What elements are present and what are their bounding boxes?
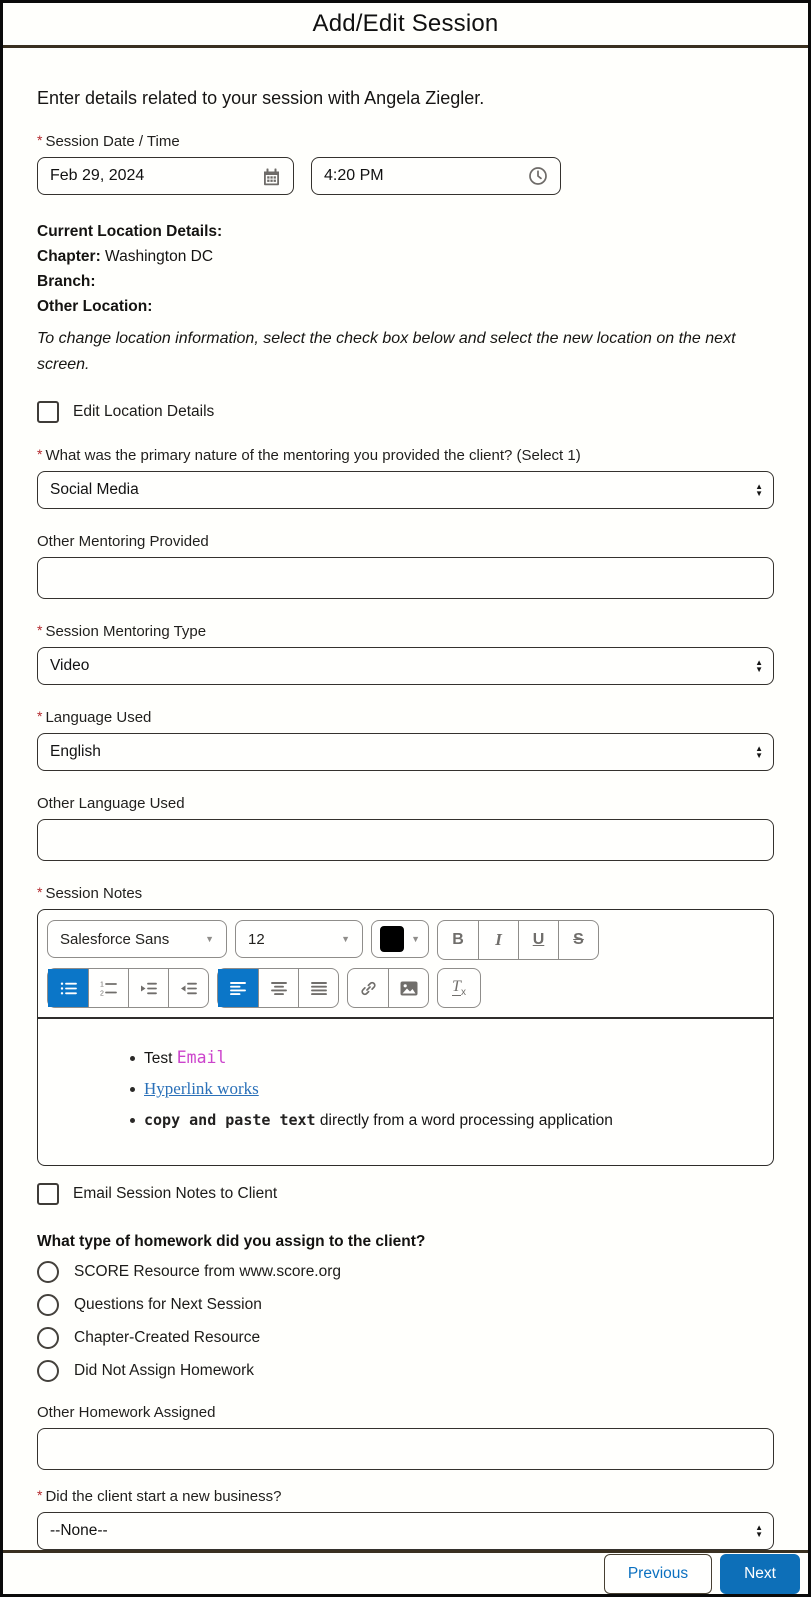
link-icon <box>360 980 377 997</box>
language-used-value: English <box>50 743 101 761</box>
mono-styled-text: copy and paste text <box>144 1111 316 1130</box>
select-arrows-icon: ▲ ▼ <box>755 744 763 761</box>
radio-label-questions-next-session[interactable]: Questions for Next Session <box>74 1296 262 1314</box>
dialog-title: Add/Edit Session <box>312 10 499 38</box>
other-mentoring-field[interactable] <box>37 557 774 599</box>
other-mentoring-label: Other Mentoring Provided <box>37 533 209 551</box>
numbered-list-icon <box>100 981 117 996</box>
align-center-button[interactable] <box>258 969 298 1007</box>
previous-button[interactable]: Previous <box>604 1554 712 1594</box>
email-notes-label[interactable]: Email Session Notes to Client <box>73 1185 278 1203</box>
language-used-label: * Language Used <box>37 708 152 727</box>
mentoring-nature-label: * What was the primary nature of the mentoring you provided the client? (Select 1) <box>37 446 581 465</box>
other-location-label: Other Location: <box>37 298 153 316</box>
font-family-dropdown[interactable]: Salesforce Sans ▼ <box>47 920 227 958</box>
session-date-field[interactable] <box>37 157 294 195</box>
intro-text: Enter details related to your session with Angela Ziegler. <box>37 88 485 109</box>
radio-chapter-created[interactable] <box>37 1327 59 1349</box>
notes-bullet-list <box>54 1043 757 1136</box>
chevron-down-icon: ▼ <box>411 934 420 945</box>
insert-image-button[interactable] <box>388 969 428 1007</box>
new-business-label: * Did the client start a new business? <box>37 1487 282 1506</box>
note-item <box>130 1074 757 1105</box>
insert-link-button[interactable] <box>348 969 388 1007</box>
chapter-value: Washington DC <box>105 248 214 266</box>
align-left-button[interactable] <box>218 969 258 1007</box>
other-mentoring-input[interactable] <box>50 569 761 587</box>
other-homework-label: Other Homework Assigned <box>37 1404 216 1422</box>
select-arrows-icon: ▲ ▼ <box>755 1523 763 1540</box>
clock-icon[interactable] <box>528 166 548 186</box>
branch-label: Branch: <box>37 273 96 291</box>
outdent-icon <box>180 981 197 996</box>
email-notes-checkbox[interactable] <box>37 1183 59 1205</box>
location-heading: Current Location Details: <box>37 223 223 241</box>
mentoring-type-label: * Session Mentoring Type <box>37 622 207 641</box>
italic-button[interactable]: I <box>478 921 518 959</box>
text-color-dropdown[interactable] <box>371 920 429 958</box>
mentoring-nature-select[interactable] <box>37 471 774 509</box>
align-right-icon <box>311 981 327 996</box>
location-details <box>37 219 774 377</box>
font-size-dropdown[interactable]: 12 ▼ <box>235 920 363 958</box>
radio-did-not-assign[interactable] <box>37 1360 59 1382</box>
other-homework-input[interactable] <box>50 1440 761 1458</box>
select-arrows-icon: ▲ ▼ <box>755 658 763 675</box>
dialog-header <box>3 3 808 48</box>
session-datetime-label: * Session Date / Time <box>37 132 180 151</box>
radio-label-did-not-assign[interactable]: Did Not Assign Homework <box>74 1362 255 1380</box>
email-styled-text: Email <box>176 1048 227 1068</box>
clear-formatting-icon: $T_x$ <box>452 977 466 999</box>
numbered-list-button[interactable] <box>88 969 128 1007</box>
new-business-value: --None-- <box>50 1522 108 1540</box>
other-homework-field[interactable] <box>37 1428 774 1470</box>
strikethrough-button[interactable]: S <box>558 921 598 959</box>
bulleted-list-icon <box>60 981 77 996</box>
calendar-icon[interactable] <box>262 167 281 186</box>
note-item: copy and paste text directly from a word processing application <box>130 1105 757 1136</box>
required-asterisk: * <box>37 132 43 149</box>
session-time-field[interactable] <box>311 157 561 195</box>
hyperlink-text[interactable]: Hyperlink works <box>144 1079 259 1099</box>
radio-score-resource[interactable] <box>37 1261 59 1283</box>
mentoring-type-value: Video <box>50 657 90 675</box>
image-icon <box>400 981 418 996</box>
radio-questions-next-session[interactable] <box>37 1294 59 1316</box>
chevron-down-icon: ▼ <box>205 934 214 945</box>
language-used-select[interactable] <box>37 733 774 771</box>
select-arrows-icon: ▲ ▼ <box>755 482 763 499</box>
dialog-footer <box>3 1550 808 1594</box>
next-button[interactable]: Next <box>720 1554 800 1594</box>
bold-button[interactable]: B <box>452 931 464 949</box>
new-business-select[interactable] <box>37 1512 774 1550</box>
note-item: Test Email <box>130 1043 757 1074</box>
session-time-input[interactable] <box>324 167 520 185</box>
indent-icon <box>140 981 157 996</box>
indent-button[interactable] <box>128 969 168 1007</box>
edit-location-checkbox[interactable] <box>37 401 59 423</box>
radio-label-score-resource[interactable]: SCORE Resource from www.score.org <box>74 1263 342 1281</box>
session-date-input[interactable] <box>50 167 254 185</box>
homework-question: What type of homework did you assign to the client? <box>37 1233 426 1251</box>
underline-button[interactable]: U <box>518 921 558 959</box>
align-right-button[interactable] <box>298 969 338 1007</box>
clear-formatting-button[interactable] <box>438 969 480 1007</box>
radio-label-chapter-created[interactable]: Chapter-Created Resource <box>74 1329 261 1347</box>
notes-content-area[interactable] <box>38 1019 773 1165</box>
form-body <box>3 48 808 1550</box>
align-center-icon <box>271 981 287 996</box>
other-language-label: Other Language Used <box>37 795 185 813</box>
color-swatch-icon <box>380 926 404 952</box>
mentoring-type-select[interactable] <box>37 647 774 685</box>
svg-text:2: 2 <box>100 989 104 997</box>
outdent-button[interactable] <box>168 969 208 1007</box>
svg-text:1: 1 <box>100 981 104 989</box>
mentoring-nature-value: Social Media <box>50 481 139 499</box>
chapter-label: Chapter: <box>37 248 101 266</box>
bulleted-list-button[interactable] <box>48 969 88 1007</box>
session-notes-label: * Session Notes <box>37 884 143 903</box>
rich-text-editor <box>37 909 774 1166</box>
location-change-note: To change location information, select the check box below and select the new location on the next screen. <box>37 330 736 373</box>
editor-toolbar <box>38 910 773 1019</box>
edit-location-label[interactable]: Edit Location Details <box>73 403 215 421</box>
chevron-down-icon: ▼ <box>341 934 350 945</box>
align-left-icon <box>230 981 246 996</box>
other-language-input[interactable] <box>50 831 761 849</box>
other-language-field[interactable] <box>37 819 774 861</box>
